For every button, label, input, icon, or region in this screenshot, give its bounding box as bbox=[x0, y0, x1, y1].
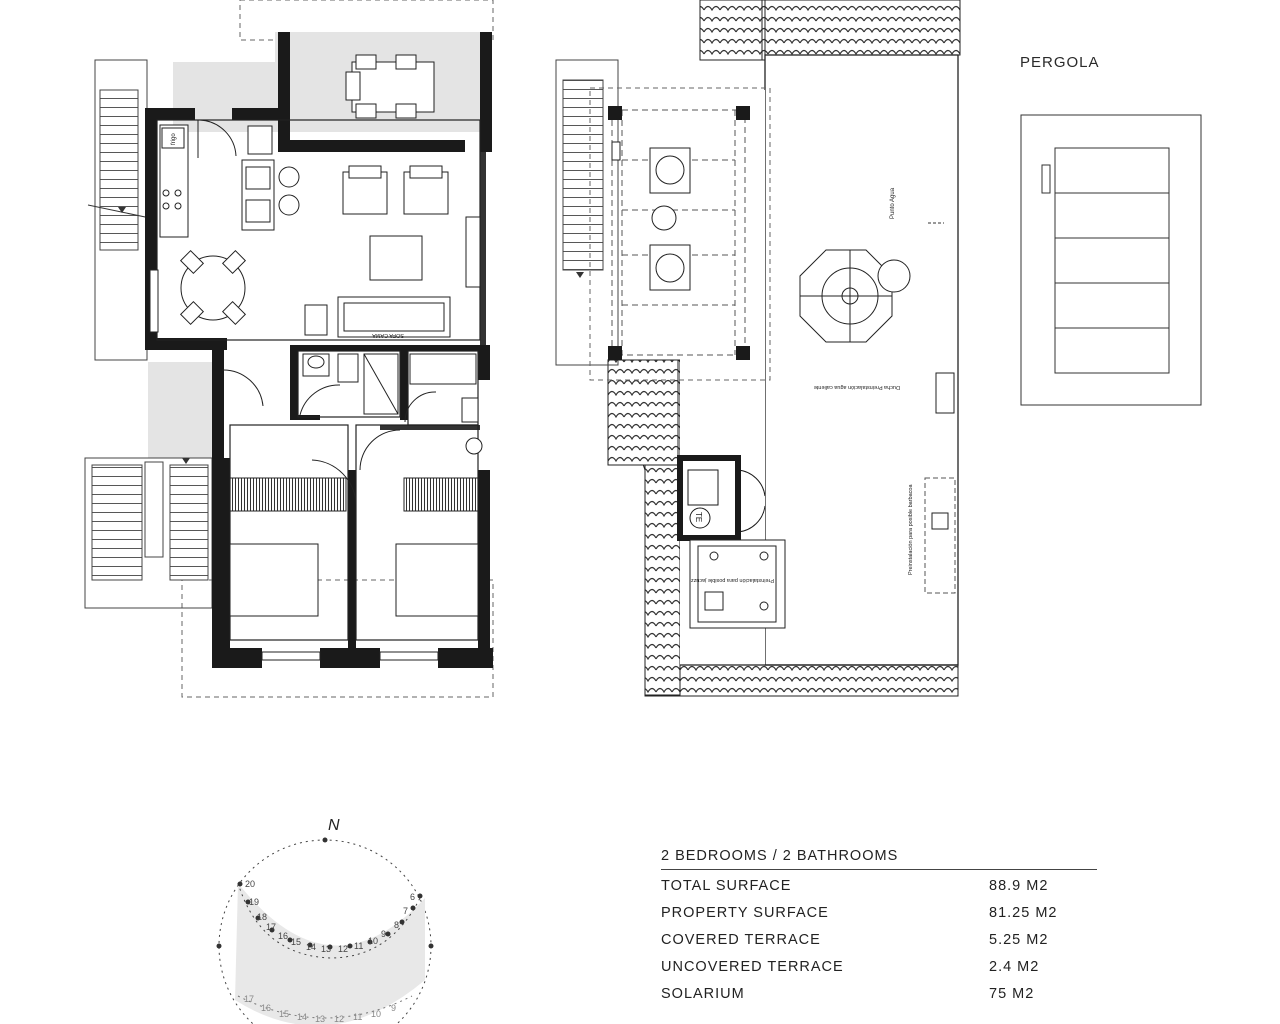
fridge-tag: frigo bbox=[171, 133, 177, 145]
row-value: 75 M2 bbox=[989, 986, 1035, 1002]
hour-20: 20 bbox=[245, 879, 256, 889]
hour-low-13: 13 bbox=[315, 1014, 326, 1024]
summary-title: 2 BEDROOMS / 2 BATHROOMS bbox=[661, 848, 1097, 870]
bathrooms bbox=[300, 354, 482, 454]
row-value: 81.25 M2 bbox=[989, 905, 1058, 921]
sun-loungers bbox=[612, 142, 690, 290]
shower-note: Ducha Preinstalación agua caliente bbox=[813, 384, 900, 390]
summary-row-total bbox=[661, 870, 1101, 897]
bbq-note: Preinstalación para posible barbacoa bbox=[908, 484, 914, 575]
hour-17: 17 bbox=[266, 922, 277, 932]
hour-11: 11 bbox=[354, 941, 364, 951]
north-label: N bbox=[328, 817, 340, 834]
hour-low-15: 15 bbox=[279, 1009, 290, 1019]
ground-floor-plan bbox=[85, 0, 493, 697]
hour-16: 16 bbox=[278, 931, 289, 941]
hour-18: 18 bbox=[257, 912, 268, 922]
pergola-detail bbox=[1021, 115, 1201, 405]
hour-7: 7 bbox=[403, 906, 409, 916]
hour-15: 15 bbox=[291, 937, 302, 947]
row-label: SOLARIUM bbox=[661, 986, 745, 1002]
row-label: COVERED TERRACE bbox=[661, 932, 821, 948]
hour-low-11: 11 bbox=[353, 1012, 363, 1022]
shower bbox=[936, 373, 954, 413]
row-label: TOTAL SURFACE bbox=[661, 878, 792, 894]
hour-low-9: 9 bbox=[391, 1003, 397, 1013]
hour-9: 9 bbox=[381, 929, 387, 939]
hour-8: 8 bbox=[394, 920, 400, 930]
hour-10: 10 bbox=[368, 936, 379, 946]
living-room bbox=[150, 166, 480, 338]
row-value: 2.4 M2 bbox=[989, 959, 1040, 975]
row-label: PROPERTY SURFACE bbox=[661, 905, 829, 921]
bedroom-left bbox=[222, 370, 356, 616]
bbq bbox=[932, 513, 948, 529]
summary-row-uncovered bbox=[661, 951, 1101, 978]
hour-low-14: 14 bbox=[297, 1012, 308, 1022]
hour-14: 14 bbox=[306, 942, 317, 952]
hour-19: 19 bbox=[249, 897, 260, 907]
jacuzzi bbox=[690, 540, 785, 628]
summary-row-covered bbox=[661, 924, 1101, 951]
jacuzzi-note: Preinstalación para posible jacuzzi bbox=[689, 577, 774, 583]
tank-tag: TE bbox=[694, 512, 703, 523]
summary-row-solarium bbox=[661, 978, 1101, 1005]
surface-summary bbox=[661, 848, 1101, 1005]
hour-low-17: 17 bbox=[244, 994, 255, 1004]
hour-low-16: 16 bbox=[261, 1003, 272, 1013]
solarium-plan bbox=[556, 0, 960, 696]
dining-table bbox=[346, 55, 434, 118]
row-label: UNCOVERED TERRACE bbox=[661, 959, 844, 975]
pergola-label: PERGOLA bbox=[1020, 54, 1100, 71]
row-value: 5.25 M2 bbox=[989, 932, 1049, 948]
bedroom-right bbox=[360, 430, 478, 616]
row-value: 88.9 M2 bbox=[989, 878, 1049, 894]
hour-12: 12 bbox=[338, 944, 349, 954]
summary-row-property bbox=[661, 897, 1101, 924]
sun-path-compass bbox=[217, 817, 434, 1024]
hour-low-12: 12 bbox=[334, 1014, 345, 1024]
hour-low-10: 10 bbox=[371, 1009, 382, 1019]
sofa-tag: SOFA CAMA bbox=[372, 332, 404, 338]
water-point-note: Punto Agua bbox=[890, 187, 896, 219]
hour-13: 13 bbox=[321, 944, 332, 954]
hour-6: 6 bbox=[410, 892, 416, 902]
kitchen bbox=[160, 120, 274, 237]
